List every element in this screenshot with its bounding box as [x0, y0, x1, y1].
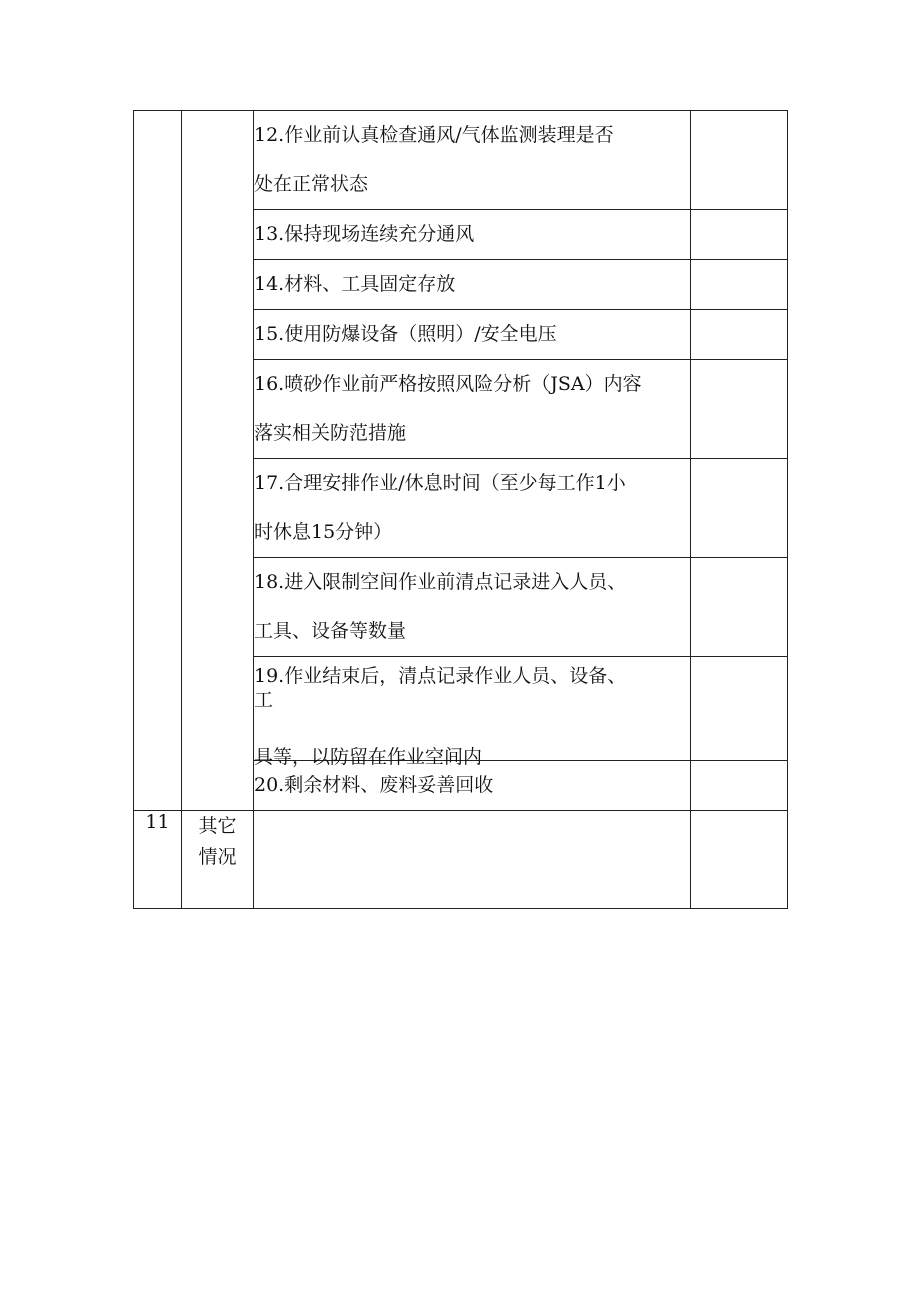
result-cell[interactable]: [691, 111, 788, 210]
result-cell[interactable]: [691, 558, 788, 657]
item-text-line: 19.作业结束后，清点记录作业人员、设备、: [254, 665, 627, 687]
item-text-line: 20.剩余材料、废料妥善回收: [254, 774, 494, 796]
item-text-line: 处在正常状态: [254, 173, 369, 195]
item-text-line: 工: [254, 689, 274, 711]
category-label-line: 情况: [198, 846, 237, 868]
result-cell[interactable]: [691, 459, 788, 558]
item-cell: [254, 360, 691, 459]
item-text-line: 时休息15分钟）: [254, 521, 393, 543]
item-text-block: [254, 664, 690, 768]
result-cell[interactable]: [691, 657, 788, 761]
category-label: [182, 811, 254, 909]
item-text-line: 14.材料、工具固定存放: [254, 273, 456, 295]
item-text-line: 16.喷砂作业前严格按照风险分析（JSA）内容: [254, 373, 642, 395]
category-cell-empty: [182, 111, 254, 811]
item-cell: [254, 459, 691, 558]
result-cell[interactable]: [691, 811, 788, 909]
item-cell: [254, 260, 691, 310]
item-text-line: 工具、设备等数量: [254, 620, 407, 642]
item-cell: [254, 558, 691, 657]
item-cell-empty[interactable]: [254, 811, 691, 909]
item-text-line: 18.进入限制空间作业前清点记录进入人员、: [254, 571, 627, 593]
item-text-line: 17.合理安排作业/休息时间（至少每工作1小: [254, 472, 626, 494]
item-cell: [254, 111, 691, 210]
result-cell[interactable]: [691, 260, 788, 310]
item-text-line: 落实相关防范措施: [254, 422, 407, 444]
item-cell: [254, 210, 691, 260]
checklist-table: [133, 110, 788, 909]
item-cell: [254, 761, 691, 811]
table-row: [134, 111, 788, 210]
item-text-line: 12.作业前认真检查通风/气体监测装理是否: [254, 124, 614, 146]
category-label-line: 其它: [198, 815, 237, 837]
item-cell: [254, 310, 691, 360]
table-row: [134, 811, 788, 909]
item-text-line-clipped: 具等，以防留在作业空间内: [254, 746, 483, 768]
result-cell[interactable]: [691, 360, 788, 459]
result-cell[interactable]: [691, 761, 788, 811]
item-text-line: 13.保持现场连续充分通风: [254, 223, 475, 245]
result-cell[interactable]: [691, 210, 788, 260]
number-cell-empty: [134, 111, 182, 811]
row-number: 11: [134, 811, 182, 909]
result-cell[interactable]: [691, 310, 788, 360]
item-text-line: 15.使用防爆设备（照明）/安全电压: [254, 323, 557, 345]
item-cell: [254, 657, 691, 768]
